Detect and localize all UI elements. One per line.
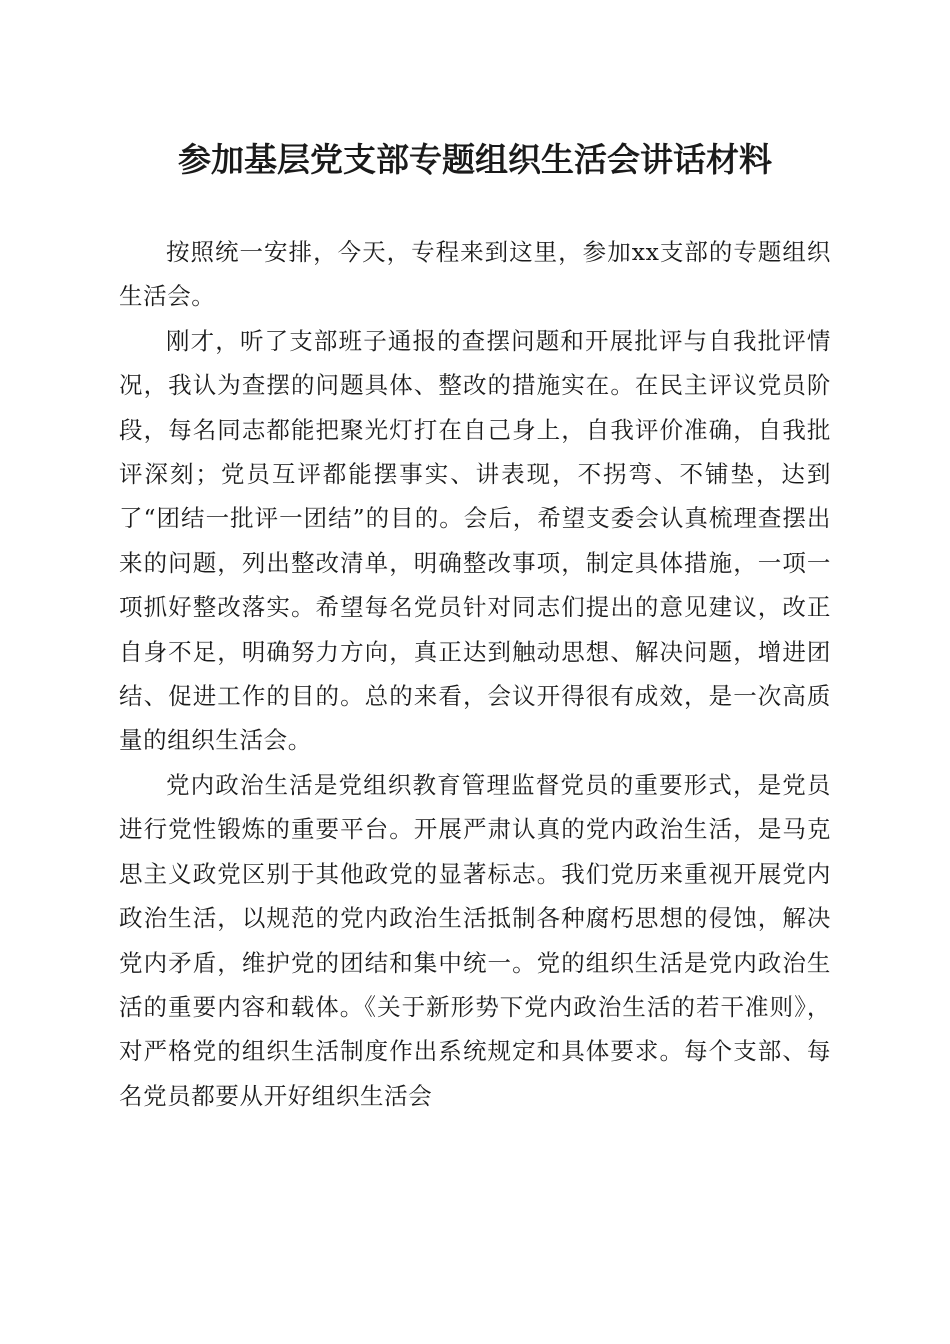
paragraph-2: 刚才，听了支部班子通报的查摆问题和开展批评与自我批评情况，我认为查摆的问题具体、整改的措施实在。在民主评议党员阶段，每名同志都能把聚光灯打在自己身上，自我评价准确，自我批评深刻；党员互评都能摆事实、讲表现，不拐弯、不铺垫，达到了“团结一批评一团结”的目的。会后，希望支委会认真梳理查摆出来的问题，列出整改清单，明确整改事项，制定具体措施，一项一项抓好整改落实。希望每名党员针对同志们提出的意见建议，改正自身不足，明确努力方向，真正达到触动思想、解决问题，增进团结、促进工作的目的。总的来看，会议开得很有成效，是一次高质量的组织生活会。 [119,326,831,755]
paragraph-3: 党内政治生活是党组织教育管理监督党员的重要形式，是党员进行党性锻炼的重要平台。开展严肃认真的党内政治生活，是马克思主义政党区别于其他政党的显著标志。我们党历来重视开展党内政治生活，以规范的党内政治生活抵制各种腐朽思想的侵蚀，解决党内矛盾，维护党的团结和集中统一。党的组织生活是党内政治生活的重要内容和载体。《关于新形势下党内政治生活的若干准则》，对严格党的组织生活制度作出系统规定和具体要求。每个支部、每名党员都要从开好组织生活会 [119,770,831,1110]
document-body [119,230,831,1118]
paragraph-1: 按照统一安排，今天，专程来到这里，参加xx支部的专题组织生活会。 [119,238,831,311]
document-title: 参加基层党支部专题组织生活会讲话材料 [178,140,772,179]
